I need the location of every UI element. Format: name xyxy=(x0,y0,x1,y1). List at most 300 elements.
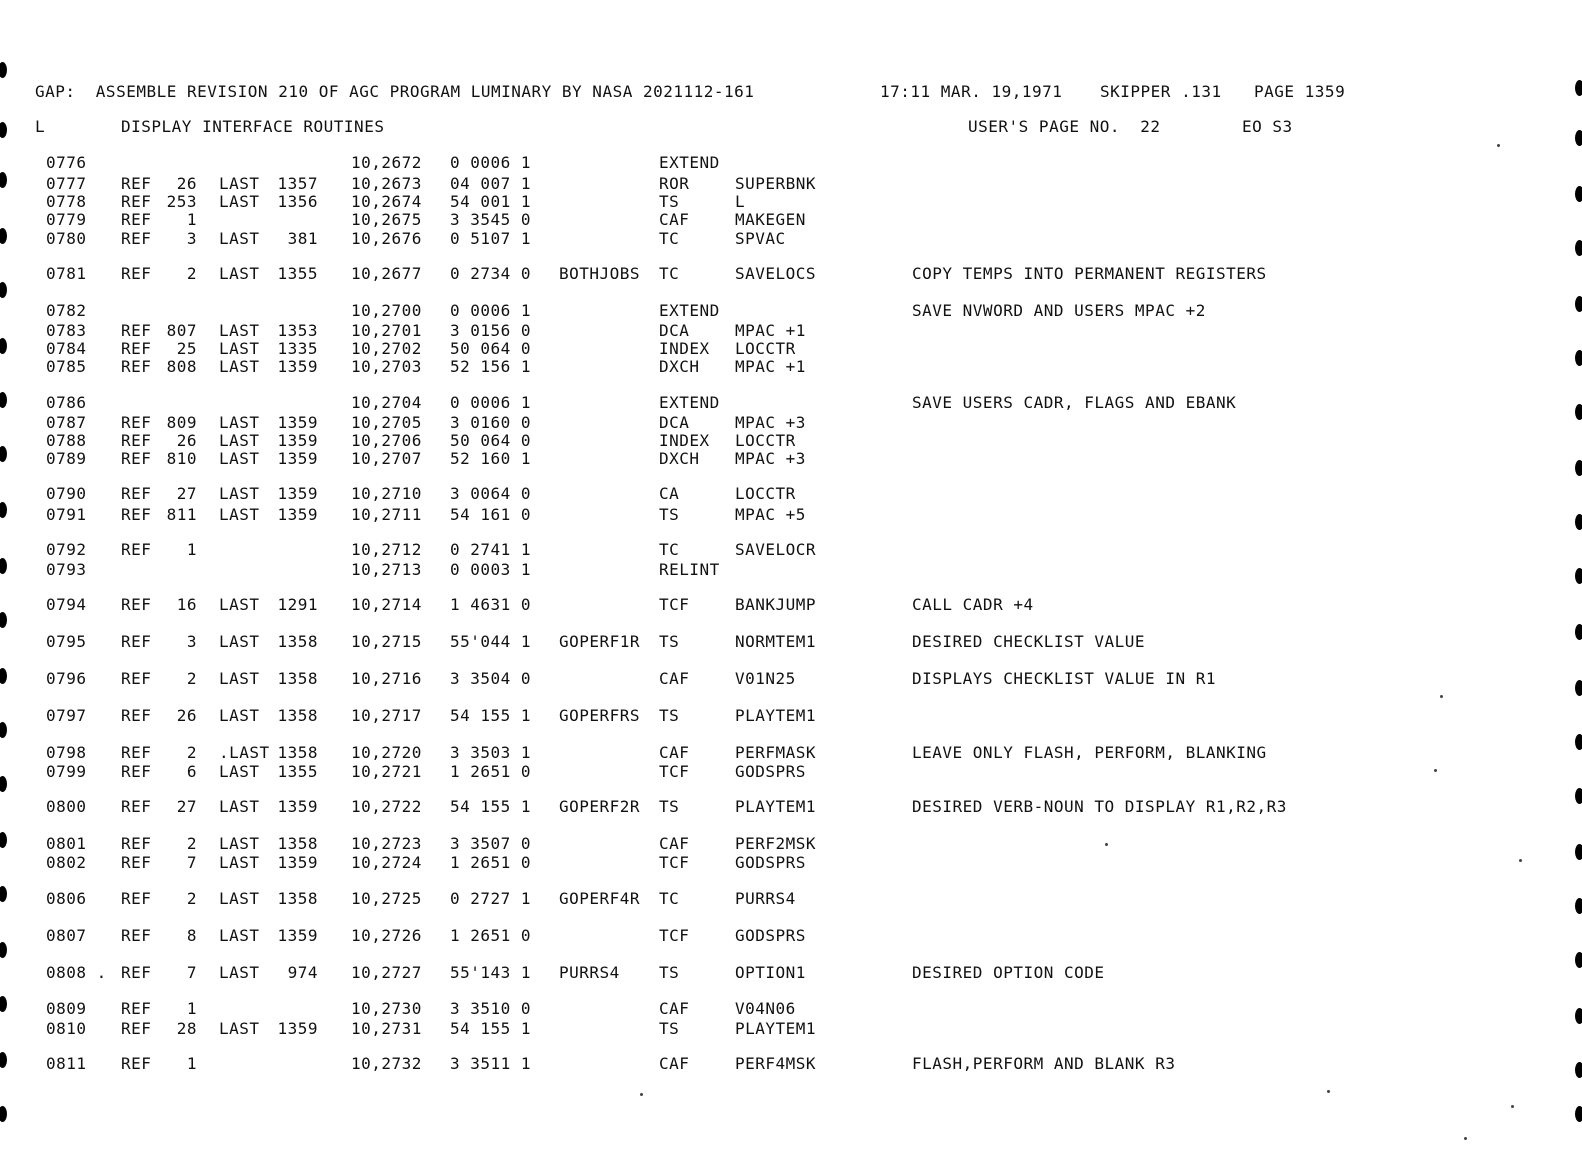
line-number: 0811 xyxy=(46,1054,87,1073)
ref-tag: REF xyxy=(121,357,152,376)
ref-tag: REF xyxy=(121,413,152,432)
tractor-hole xyxy=(1575,404,1582,420)
octal-code: 52 156 1 xyxy=(450,357,532,376)
octal-code: 0 5107 1 xyxy=(450,229,532,248)
octal-code: 3 0160 0 xyxy=(450,413,532,432)
operand: LOCCTR xyxy=(735,339,796,358)
tractor-hole xyxy=(0,502,7,518)
address: 10,2674 xyxy=(351,192,422,211)
tractor-hole xyxy=(0,172,7,188)
ref-tag: REF xyxy=(121,339,152,358)
tractor-hole xyxy=(1575,186,1582,202)
last-tag: LAST xyxy=(219,192,260,211)
ref-tag: REF xyxy=(121,449,152,468)
octal-code: 1 2651 0 xyxy=(450,853,532,872)
ref-count: 808 xyxy=(166,357,197,376)
address: 10,2706 xyxy=(351,431,422,450)
last-page: 1358 xyxy=(277,632,318,651)
ref-tag: REF xyxy=(121,1019,152,1038)
symbol-label: GOPERF2R xyxy=(559,797,641,816)
last-tag: LAST xyxy=(219,669,260,688)
ref-tag: REF xyxy=(121,1054,152,1073)
tractor-hole xyxy=(1575,296,1582,312)
octal-code: 04 007 1 xyxy=(450,174,532,193)
last-tag: LAST xyxy=(219,797,260,816)
octal-code: 54 155 1 xyxy=(450,797,532,816)
address: 10,2675 xyxy=(351,210,422,229)
opcode: TS xyxy=(659,797,680,816)
ref-count: 2 xyxy=(186,834,197,853)
operand: MPAC +3 xyxy=(735,413,806,432)
paper-speck xyxy=(1440,695,1443,698)
operand: GODSPRS xyxy=(735,853,806,872)
operand: PERF2MSK xyxy=(735,834,817,853)
address: 10,2707 xyxy=(351,449,422,468)
operand: PLAYTEM1 xyxy=(735,1019,817,1038)
octal-code: 55'143 1 xyxy=(450,963,532,982)
last-tag: LAST xyxy=(219,762,260,781)
opcode: DCA xyxy=(659,413,690,432)
address: 10,2704 xyxy=(351,393,422,412)
tractor-hole xyxy=(1575,898,1582,914)
ref-count: 27 xyxy=(176,797,197,816)
address: 10,2720 xyxy=(351,743,422,762)
tractor-hole xyxy=(0,612,7,628)
ref-count: 807 xyxy=(166,321,197,340)
operand: MPAC +3 xyxy=(735,449,806,468)
octal-code: 55'044 1 xyxy=(450,632,532,651)
line-number: 0778 xyxy=(46,192,87,211)
tractor-hole xyxy=(1575,130,1582,146)
last-page: 1359 xyxy=(277,505,318,524)
address: 10,2701 xyxy=(351,321,422,340)
line-number: 0780 xyxy=(46,229,87,248)
tractor-hole xyxy=(0,1052,7,1068)
line-number: 0781 xyxy=(46,264,87,283)
line-number: 0784 xyxy=(46,339,87,358)
last-page: 974 xyxy=(287,963,318,982)
operand: LOCCTR xyxy=(735,431,796,450)
opcode: TS xyxy=(659,632,680,651)
opcode: CAF xyxy=(659,210,690,229)
opcode: TS xyxy=(659,706,680,725)
last-page: 1359 xyxy=(277,413,318,432)
tractor-hole xyxy=(0,446,7,462)
operand: GODSPRS xyxy=(735,762,806,781)
paper-speck xyxy=(1511,1105,1514,1108)
tractor-hole xyxy=(1575,844,1582,860)
opcode: TCF xyxy=(659,762,690,781)
opcode: TCF xyxy=(659,595,690,614)
last-page: 1359 xyxy=(277,853,318,872)
tractor-hole xyxy=(0,776,7,792)
last-page: 1359 xyxy=(277,926,318,945)
octal-code: 3 3545 0 xyxy=(450,210,532,229)
opcode: TC xyxy=(659,540,680,559)
ref-tag: REF xyxy=(121,834,152,853)
line-number: 0792 xyxy=(46,540,87,559)
tractor-hole xyxy=(1575,350,1582,366)
line-number: 0810 xyxy=(46,1019,87,1038)
listing-title: GAP: ASSEMBLE REVISION 210 OF AGC PROGRAM LUMINARY BY NASA 2021112-161 xyxy=(35,82,755,101)
line-number: 0783 xyxy=(46,321,87,340)
paper-speck xyxy=(1464,1137,1467,1140)
opcode: CA xyxy=(659,484,680,503)
octal-code: 1 2651 0 xyxy=(450,762,532,781)
ref-tag: REF xyxy=(121,853,152,872)
operand: MPAC +1 xyxy=(735,357,806,376)
line-number: 0806 xyxy=(46,889,87,908)
last-page: 1358 xyxy=(277,669,318,688)
ref-tag: REF xyxy=(121,192,152,211)
address: 10,2731 xyxy=(351,1019,422,1038)
last-page: 1353 xyxy=(277,321,318,340)
last-tag: LAST xyxy=(219,595,260,614)
last-tag: LAST xyxy=(219,431,260,450)
line-number: 0807 xyxy=(46,926,87,945)
opcode: DXCH xyxy=(659,449,700,468)
opcode: ROR xyxy=(659,174,690,193)
ref-count: 28 xyxy=(176,1019,197,1038)
tractor-hole xyxy=(1575,788,1582,804)
line-number: 0791 xyxy=(46,505,87,524)
ref-count: 2 xyxy=(186,264,197,283)
tractor-hole xyxy=(1575,734,1582,750)
line-number: 0787 xyxy=(46,413,87,432)
ref-tag: REF xyxy=(121,229,152,248)
last-tag: LAST xyxy=(219,484,260,503)
octal-code: 0 2734 0 xyxy=(450,264,532,283)
ref-count: 6 xyxy=(186,762,197,781)
ref-tag: REF xyxy=(121,595,152,614)
octal-code: 3 3511 1 xyxy=(450,1054,532,1073)
last-tag: LAST xyxy=(219,706,260,725)
opcode: DXCH xyxy=(659,357,700,376)
last-tag: LAST xyxy=(219,853,260,872)
octal-code: 1 4631 0 xyxy=(450,595,532,614)
opcode: INDEX xyxy=(659,339,710,358)
comment: SAVE USERS CADR, FLAGS AND EBANK xyxy=(912,393,1237,412)
last-tag: LAST xyxy=(219,834,260,853)
listing-flag: L xyxy=(35,117,46,136)
operand: PLAYTEM1 xyxy=(735,706,817,725)
tractor-hole xyxy=(0,996,7,1012)
opcode: TC xyxy=(659,264,680,283)
operand: L xyxy=(735,192,746,211)
last-page: 1355 xyxy=(277,762,318,781)
tractor-hole xyxy=(0,832,7,848)
address: 10,2712 xyxy=(351,540,422,559)
ref-tag: REF xyxy=(121,963,152,982)
address: 10,2672 xyxy=(351,153,422,172)
ref-tag: REF xyxy=(121,484,152,503)
opcode: TS xyxy=(659,505,680,524)
ref-tag: REF xyxy=(121,505,152,524)
octal-code: 54 001 1 xyxy=(450,192,532,211)
skipper-id: SKIPPER .131 xyxy=(1100,82,1222,101)
last-tag: LAST xyxy=(219,505,260,524)
last-page: 1359 xyxy=(277,484,318,503)
address: 10,2711 xyxy=(351,505,422,524)
opcode: CAF xyxy=(659,1054,690,1073)
octal-code: 50 064 0 xyxy=(450,339,532,358)
opcode: CAF xyxy=(659,743,690,762)
ref-tag: REF xyxy=(121,174,152,193)
tractor-hole xyxy=(0,228,7,244)
address: 10,2702 xyxy=(351,339,422,358)
users-page-number: USER'S PAGE NO. 22 xyxy=(968,117,1161,136)
address: 10,2723 xyxy=(351,834,422,853)
last-page: 1355 xyxy=(277,264,318,283)
line-number: 0802 xyxy=(46,853,87,872)
address: 10,2725 xyxy=(351,889,422,908)
last-page: 1356 xyxy=(277,192,318,211)
paper-speck xyxy=(1327,1090,1330,1093)
address: 10,2727 xyxy=(351,963,422,982)
line-number: 0800 xyxy=(46,797,87,816)
last-page: 1358 xyxy=(277,834,318,853)
opcode: CAF xyxy=(659,999,690,1018)
octal-code: 50 064 0 xyxy=(450,431,532,450)
ref-tag: REF xyxy=(121,632,152,651)
ref-count: 16 xyxy=(176,595,197,614)
paper-speck xyxy=(1497,144,1500,147)
ref-tag: REF xyxy=(121,889,152,908)
tractor-hole xyxy=(0,338,7,354)
last-page: 1357 xyxy=(277,174,318,193)
opcode: DCA xyxy=(659,321,690,340)
ref-count: 2 xyxy=(186,669,197,688)
opcode: TCF xyxy=(659,926,690,945)
octal-code: 3 0064 0 xyxy=(450,484,532,503)
address: 10,2726 xyxy=(351,926,422,945)
line-number: 0782 xyxy=(46,301,87,320)
section-title: DISPLAY INTERFACE ROUTINES xyxy=(121,117,385,136)
line-number: 0798 xyxy=(46,743,87,762)
comment: DESIRED CHECKLIST VALUE xyxy=(912,632,1146,651)
comment: SAVE NVWORD AND USERS MPAC +2 xyxy=(912,301,1206,320)
ref-tag: REF xyxy=(121,999,152,1018)
tractor-hole xyxy=(1575,568,1582,584)
tractor-hole xyxy=(0,282,7,298)
line-number: 0797 xyxy=(46,706,87,725)
paper-speck xyxy=(1519,859,1522,862)
tractor-hole xyxy=(0,1106,7,1122)
tractor-hole xyxy=(0,62,7,78)
ref-count: 7 xyxy=(186,963,197,982)
address: 10,2721 xyxy=(351,762,422,781)
ref-count: 27 xyxy=(176,484,197,503)
line-number: 0795 xyxy=(46,632,87,651)
last-page: 381 xyxy=(287,229,318,248)
octal-code: 52 160 1 xyxy=(450,449,532,468)
ref-count: 1 xyxy=(186,1054,197,1073)
last-page: 1358 xyxy=(277,889,318,908)
ref-count: 25 xyxy=(176,339,197,358)
opcode: TS xyxy=(659,1019,680,1038)
last-page: 1335 xyxy=(277,339,318,358)
ref-count: 811 xyxy=(166,505,197,524)
last-tag: LAST xyxy=(219,174,260,193)
address: 10,2716 xyxy=(351,669,422,688)
octal-code: 3 3510 0 xyxy=(450,999,532,1018)
octal-code: 3 3503 1 xyxy=(450,743,532,762)
ref-count: 1 xyxy=(186,210,197,229)
last-tag: LAST xyxy=(219,926,260,945)
ref-tag: REF xyxy=(121,669,152,688)
opcode: CAF xyxy=(659,834,690,853)
operand: SPVAC xyxy=(735,229,786,248)
ref-count: 1 xyxy=(186,999,197,1018)
octal-code: 3 3504 0 xyxy=(450,669,532,688)
octal-code: 54 161 0 xyxy=(450,505,532,524)
ref-count: 7 xyxy=(186,853,197,872)
address: 10,2724 xyxy=(351,853,422,872)
line-number: 0790 xyxy=(46,484,87,503)
line-number: 0801 xyxy=(46,834,87,853)
line-number: 0809 xyxy=(46,999,87,1018)
comment: DESIRED OPTION CODE xyxy=(912,963,1105,982)
opcode: TS xyxy=(659,192,680,211)
operand: V04N06 xyxy=(735,999,796,1018)
octal-code: 0 0006 1 xyxy=(450,301,532,320)
address: 10,2673 xyxy=(351,174,422,193)
opcode: TS xyxy=(659,963,680,982)
last-tag: LAST xyxy=(219,413,260,432)
last-tag: LAST xyxy=(219,229,260,248)
last-tag: LAST xyxy=(219,632,260,651)
tractor-hole xyxy=(1575,1106,1582,1122)
operand: SAVELOCR xyxy=(735,540,817,559)
last-tag: LAST xyxy=(219,963,260,982)
octal-code: 54 155 1 xyxy=(450,706,532,725)
ref-tag: REF xyxy=(121,321,152,340)
tractor-hole xyxy=(0,886,7,902)
tractor-hole xyxy=(0,558,7,574)
octal-code: 54 155 1 xyxy=(450,1019,532,1038)
opcode: EXTEND xyxy=(659,393,720,412)
last-page: 1358 xyxy=(277,743,318,762)
symbol-label: GOPERF1R xyxy=(559,632,641,651)
comment: COPY TEMPS INTO PERMANENT REGISTERS xyxy=(912,264,1267,283)
last-tag: .LAST xyxy=(219,743,270,762)
operand: PURRS4 xyxy=(735,889,796,908)
paper-speck xyxy=(1105,843,1108,846)
line-number: 0794 xyxy=(46,595,87,614)
octal-code: 1 2651 0 xyxy=(450,926,532,945)
last-tag: LAST xyxy=(219,357,260,376)
address: 10,2713 xyxy=(351,560,422,579)
line-number: 0786 xyxy=(46,393,87,412)
last-page: 1359 xyxy=(277,357,318,376)
tractor-hole xyxy=(1575,680,1582,696)
line-number: 0796 xyxy=(46,669,87,688)
symbol-label: GOPERFRS xyxy=(559,706,641,725)
address: 10,2676 xyxy=(351,229,422,248)
operand: SAVELOCS xyxy=(735,264,817,283)
paper-speck xyxy=(640,1093,643,1096)
last-tag: LAST xyxy=(219,1019,260,1038)
line-number: 0776 xyxy=(46,153,87,172)
address: 10,2717 xyxy=(351,706,422,725)
ref-tag: REF xyxy=(121,797,152,816)
last-page: 1359 xyxy=(277,1019,318,1038)
eo-code: EO S3 xyxy=(1242,117,1293,136)
ref-count: 2 xyxy=(186,743,197,762)
address: 10,2677 xyxy=(351,264,422,283)
line-number: 0793 xyxy=(46,560,87,579)
opcode: EXTEND xyxy=(659,301,720,320)
last-tag: LAST xyxy=(219,889,260,908)
timestamp: 17:11 MAR. 19,1971 xyxy=(880,82,1063,101)
ref-count: 1 xyxy=(186,540,197,559)
ref-tag: REF xyxy=(121,210,152,229)
operand: OPTION1 xyxy=(735,963,806,982)
last-tag: LAST xyxy=(219,449,260,468)
opcode: RELINT xyxy=(659,560,720,579)
tractor-hole xyxy=(0,942,7,958)
line-number: 0779 xyxy=(46,210,87,229)
ref-tag: REF xyxy=(121,762,152,781)
address: 10,2722 xyxy=(351,797,422,816)
comment: FLASH,PERFORM AND BLANK R3 xyxy=(912,1054,1176,1073)
octal-code: 3 3507 0 xyxy=(450,834,532,853)
ref-count: 26 xyxy=(176,174,197,193)
tractor-hole xyxy=(1575,952,1582,968)
octal-code: 0 0003 1 xyxy=(450,560,532,579)
ref-count: 2 xyxy=(186,889,197,908)
symbol-label: PURRS4 xyxy=(559,963,620,982)
opcode: TCF xyxy=(659,853,690,872)
address: 10,2730 xyxy=(351,999,422,1018)
comment: LEAVE ONLY FLASH, PERFORM, BLANKING xyxy=(912,743,1267,762)
address: 10,2710 xyxy=(351,484,422,503)
last-page: 1358 xyxy=(277,706,318,725)
operand: BANKJUMP xyxy=(735,595,817,614)
address: 10,2732 xyxy=(351,1054,422,1073)
ref-count: 253 xyxy=(166,192,197,211)
opcode: TC xyxy=(659,889,680,908)
last-page: 1359 xyxy=(277,797,318,816)
opcode: CAF xyxy=(659,669,690,688)
operand: MPAC +1 xyxy=(735,321,806,340)
tractor-hole xyxy=(1575,1008,1582,1024)
tractor-hole xyxy=(0,668,7,684)
ref-count: 8 xyxy=(186,926,197,945)
comment: CALL CADR +4 xyxy=(912,595,1034,614)
opcode: TC xyxy=(659,229,680,248)
line-number: 0808 . xyxy=(46,963,107,982)
tractor-hole xyxy=(1575,240,1582,256)
octal-code: 0 2727 1 xyxy=(450,889,532,908)
opcode: INDEX xyxy=(659,431,710,450)
operand: PERF4MSK xyxy=(735,1054,817,1073)
ref-tag: REF xyxy=(121,264,152,283)
operand: SUPERBNK xyxy=(735,174,817,193)
last-tag: LAST xyxy=(219,339,260,358)
ref-count: 3 xyxy=(186,632,197,651)
address: 10,2715 xyxy=(351,632,422,651)
line-number: 0785 xyxy=(46,357,87,376)
ref-tag: REF xyxy=(121,926,152,945)
operand: MAKEGEN xyxy=(735,210,806,229)
paper-speck xyxy=(1434,769,1437,772)
ref-tag: REF xyxy=(121,540,152,559)
last-tag: LAST xyxy=(219,321,260,340)
tractor-hole xyxy=(0,122,7,138)
address: 10,2703 xyxy=(351,357,422,376)
octal-code: 3 0156 0 xyxy=(450,321,532,340)
